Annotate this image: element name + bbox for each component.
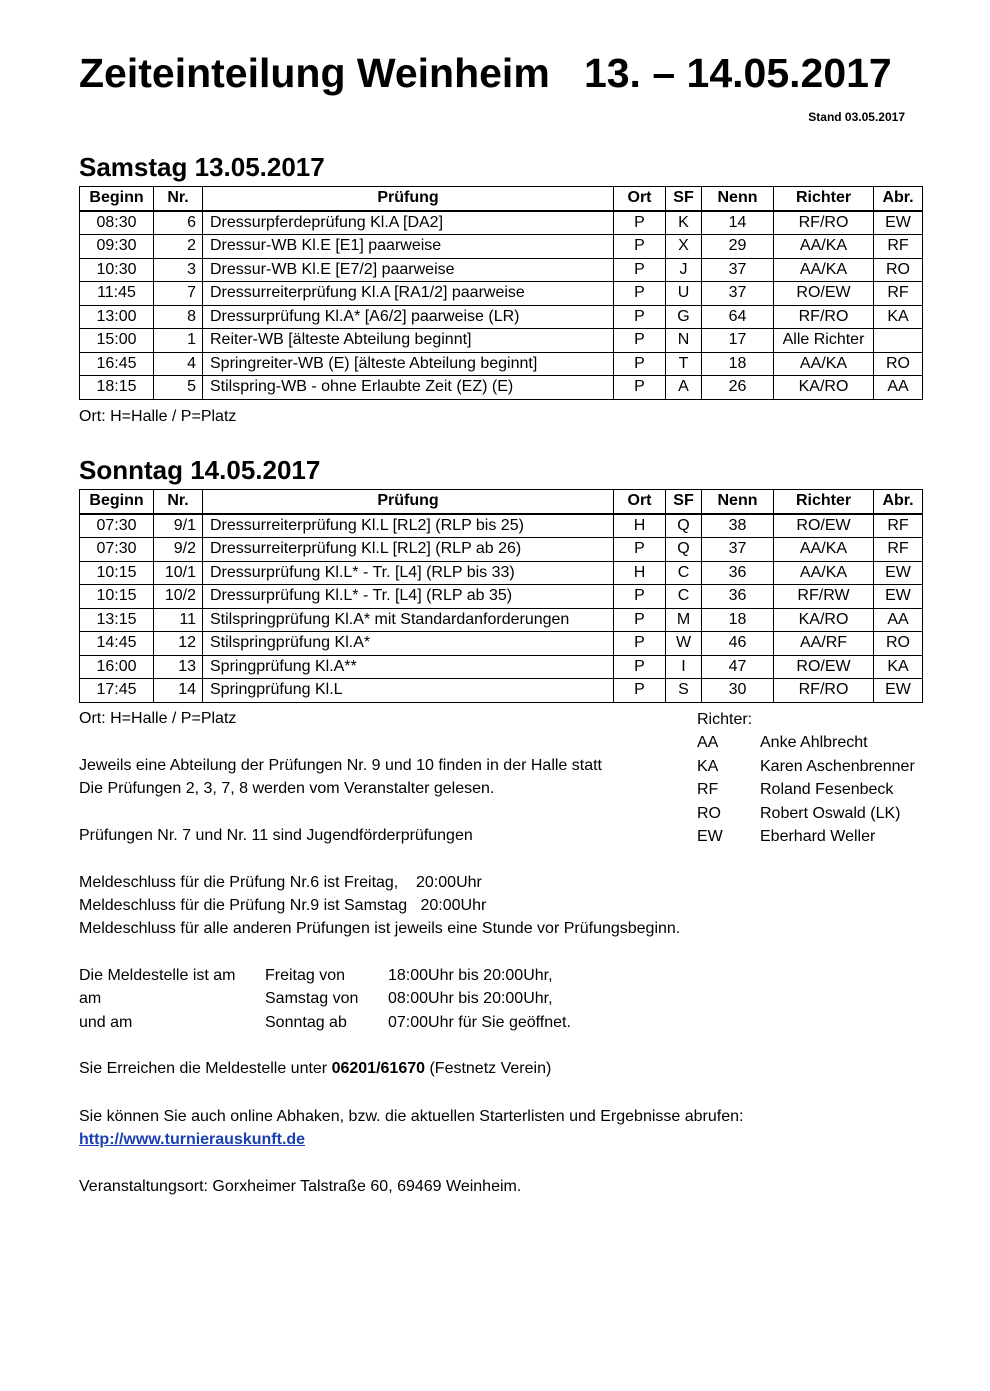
cell-beginn: 07:30 — [80, 538, 154, 562]
cell-abr: RF — [874, 235, 923, 259]
cell-ort: P — [614, 352, 666, 376]
turnierauskunft-link[interactable]: http://www.turnierauskunft.de — [79, 1131, 306, 1148]
cell-beginn: 10:15 — [80, 585, 154, 609]
cell-richter: AA/KA — [774, 352, 874, 376]
cell-pruefung: Springreiter-WB (E) [älteste Abteilung beginnt] — [203, 352, 614, 376]
cell-nenn: 36 — [702, 561, 774, 585]
cell-pruefung: Dressur-WB Kl.E [E1] paarweise — [203, 235, 614, 259]
meldestelle-hours: 18:00Uhr bis 20:00Uhr, — [388, 967, 553, 984]
cell-nr: 10/1 — [154, 561, 203, 585]
cell-sf: W — [666, 632, 702, 656]
cell-richter: KA/RO — [774, 608, 874, 632]
cell-nr: 2 — [154, 235, 203, 259]
cell-richter: RO/EW — [774, 514, 874, 538]
cell-nenn: 38 — [702, 514, 774, 538]
ort-note: Ort: H=Halle / P=Platz — [79, 710, 237, 727]
meldestelle-day: Samstag von — [265, 990, 359, 1007]
meldestelle-row — [79, 967, 553, 985]
meldestelle-hours: 07:00Uhr für Sie geöffnet. — [388, 1014, 571, 1031]
column-header: Prüfung — [203, 187, 614, 211]
cell-ort: H — [614, 561, 666, 585]
table-row — [80, 608, 923, 632]
meldestelle-day-prefix: Die Meldestelle ist am — [79, 967, 236, 984]
column-header: Beginn — [80, 490, 154, 514]
cell-abr: KA — [874, 305, 923, 329]
cell-sf: M — [666, 608, 702, 632]
table-row — [80, 514, 923, 538]
richter-entry — [697, 755, 915, 779]
cell-nenn: 37 — [702, 258, 774, 282]
cell-ort: P — [614, 282, 666, 306]
meldeschluss-line: Meldeschluss für die Prüfung Nr.6 ist Freitag, 20:00Uhr — [79, 874, 482, 891]
cell-abr: RO — [874, 352, 923, 376]
cell-richter: AA/KA — [774, 258, 874, 282]
page-title: Zeiteinteilung Weinheim 13. – 14.05.2017 — [79, 50, 892, 96]
meldestelle-day-prefix: am — [79, 990, 102, 1007]
cell-sf: K — [666, 211, 702, 235]
cell-pruefung: Dressurprüfung Kl.A* [A6/2] paarweise (LR) — [203, 305, 614, 329]
cell-abr — [874, 329, 923, 353]
cell-abr: RF — [874, 282, 923, 306]
column-header: SF — [666, 187, 702, 211]
cell-pruefung: Stilspringprüfung Kl.A* — [203, 632, 614, 656]
meldestelle-day: Freitag von — [265, 967, 346, 984]
contact-line — [79, 1060, 551, 1078]
cell-beginn: 14:45 — [80, 632, 154, 656]
cell-ort: P — [614, 329, 666, 353]
table-row — [80, 376, 923, 400]
cell-beginn: 13:15 — [80, 608, 154, 632]
cell-sf: G — [666, 305, 702, 329]
note-halle: Jeweils eine Abteilung der Prüfungen Nr. 9 und 10 finden in der Halle statt — [79, 757, 602, 774]
ort-note: Ort: H=Halle / P=Platz — [79, 408, 237, 425]
cell-ort: P — [614, 655, 666, 679]
cell-nr: 9/2 — [154, 538, 203, 562]
table-row — [80, 329, 923, 353]
table-row — [80, 235, 923, 259]
cell-pruefung: Dressurprüfung Kl.L* - Tr. [L4] (RLP ab 35) — [203, 585, 614, 609]
cell-richter: Alle Richter — [774, 329, 874, 353]
meldeschluss-line: Meldeschluss für alle anderen Prüfungen ist jeweils eine Stunde vor Prüfungsbeginn. — [79, 920, 681, 937]
richter-abbr: EW — [697, 828, 723, 845]
richter-name: Robert Oswald (LK) — [760, 804, 901, 822]
cell-nr: 14 — [154, 679, 203, 703]
richter-entry — [697, 731, 915, 755]
cell-beginn: 10:30 — [80, 258, 154, 282]
richter-entry — [697, 825, 915, 849]
cell-ort: P — [614, 211, 666, 235]
cell-abr: AA — [874, 376, 923, 400]
table-row — [80, 211, 923, 235]
cell-ort: P — [614, 679, 666, 703]
cell-ort: P — [614, 538, 666, 562]
contact-phone: 06201/61670 — [331, 1060, 426, 1077]
stand-date: Stand 03.05.2017 — [808, 110, 905, 124]
venue: Veranstaltungsort: Gorxheimer Talstraße 60, 69469 Weinheim. — [79, 1178, 522, 1195]
cell-nenn: 18 — [702, 608, 774, 632]
cell-nenn: 36 — [702, 585, 774, 609]
richter-entry — [697, 802, 915, 826]
contact-prefix: Sie Erreichen die Meldestelle unter — [79, 1060, 332, 1077]
column-header: Abr. — [874, 490, 923, 514]
richter-abbr: AA — [697, 734, 719, 751]
cell-nr: 13 — [154, 655, 203, 679]
cell-sf: A — [666, 376, 702, 400]
cell-pruefung: Springprüfung Kl.L — [203, 679, 614, 703]
cell-abr: EW — [874, 561, 923, 585]
column-header: Nenn — [702, 187, 774, 211]
cell-pruefung: Stilspring-WB - ohne Erlaubte Zeit (EZ) (E) — [203, 376, 614, 400]
cell-richter: RO/EW — [774, 655, 874, 679]
cell-richter: AA/KA — [774, 235, 874, 259]
column-header: Nr. — [154, 490, 203, 514]
cell-pruefung: Dressurreiterprüfung Kl.A [RA1/2] paarweise — [203, 282, 614, 306]
cell-nenn: 64 — [702, 305, 774, 329]
cell-beginn: 11:45 — [80, 282, 154, 306]
cell-pruefung: Dressurprüfung Kl.L* - Tr. [L4] (RLP bis 33) — [203, 561, 614, 585]
cell-abr: RF — [874, 538, 923, 562]
richter-abbr: RO — [697, 804, 721, 822]
column-header: Prüfung — [203, 490, 614, 514]
table-header-row — [80, 490, 923, 514]
cell-nenn: 47 — [702, 655, 774, 679]
meldestelle-day-prefix: und am — [79, 1014, 133, 1031]
cell-ort: P — [614, 608, 666, 632]
cell-nr: 7 — [154, 282, 203, 306]
saturday-heading: Samstag 13.05.2017 — [79, 152, 325, 182]
online-text: Sie können Sie auch online Abhaken, bzw. die aktuellen Starterlisten und Ergebnisse abrufen: — [79, 1108, 744, 1125]
table-row — [80, 538, 923, 562]
cell-richter: RF/RO — [774, 211, 874, 235]
column-header: Ort — [614, 490, 666, 514]
cell-richter: RF/RO — [774, 679, 874, 703]
cell-pruefung: Dressurpferdeprüfung Kl.A [DA2] — [203, 211, 614, 235]
cell-ort: P — [614, 632, 666, 656]
sunday-table — [79, 489, 923, 703]
cell-sf: J — [666, 258, 702, 282]
table-row — [80, 561, 923, 585]
cell-pruefung: Dressurreiterprüfung Kl.L [RL2] (RLP ab 26) — [203, 538, 614, 562]
sunday-heading: Sonntag 14.05.2017 — [79, 455, 321, 485]
column-header: Richter — [774, 490, 874, 514]
cell-sf: I — [666, 655, 702, 679]
cell-richter: AA/KA — [774, 538, 874, 562]
column-header: Ort — [614, 187, 666, 211]
cell-abr: KA — [874, 655, 923, 679]
cell-sf: Q — [666, 514, 702, 538]
cell-nenn: 26 — [702, 376, 774, 400]
saturday-table — [79, 186, 923, 400]
cell-beginn: 16:00 — [80, 655, 154, 679]
cell-pruefung: Reiter-WB [älteste Abteilung beginnt] — [203, 329, 614, 353]
cell-richter: KA/RO — [774, 376, 874, 400]
cell-sf: C — [666, 585, 702, 609]
table-row — [80, 632, 923, 656]
cell-ort: P — [614, 376, 666, 400]
cell-abr: EW — [874, 211, 923, 235]
column-header: Abr. — [874, 187, 923, 211]
cell-sf: X — [666, 235, 702, 259]
table-row — [80, 352, 923, 376]
cell-beginn: 10:15 — [80, 561, 154, 585]
meldestelle-row — [79, 1014, 571, 1032]
cell-beginn: 18:15 — [80, 376, 154, 400]
cell-nenn: 46 — [702, 632, 774, 656]
contact-suffix: (Festnetz Verein) — [425, 1060, 552, 1077]
cell-beginn: 07:30 — [80, 514, 154, 538]
cell-abr: RF — [874, 514, 923, 538]
note-jugend: Prüfungen Nr. 7 und Nr. 11 sind Jugendförderprüfungen — [79, 827, 473, 844]
meldestelle-hours: 08:00Uhr bis 20:00Uhr, — [388, 990, 553, 1007]
cell-pruefung: Dressur-WB Kl.E [E7/2] paarweise — [203, 258, 614, 282]
cell-nenn: 30 — [702, 679, 774, 703]
cell-beginn: 16:45 — [80, 352, 154, 376]
cell-beginn: 09:30 — [80, 235, 154, 259]
cell-sf: C — [666, 561, 702, 585]
cell-richter: AA/RF — [774, 632, 874, 656]
richter-name: Anke Ahlbrecht — [760, 734, 868, 751]
richter-name: Eberhard Weller — [760, 828, 876, 845]
cell-ort: P — [614, 258, 666, 282]
table-header-row — [80, 187, 923, 211]
column-header: Nr. — [154, 187, 203, 211]
cell-beginn: 15:00 — [80, 329, 154, 353]
cell-nr: 8 — [154, 305, 203, 329]
cell-nenn: 29 — [702, 235, 774, 259]
cell-abr: AA — [874, 608, 923, 632]
meldestelle-day: Sonntag ab — [265, 1014, 347, 1031]
cell-beginn: 08:30 — [80, 211, 154, 235]
cell-richter: RF/RW — [774, 585, 874, 609]
richter-abbr: KA — [697, 757, 719, 775]
cell-ort: P — [614, 305, 666, 329]
cell-pruefung: Springprüfung Kl.A** — [203, 655, 614, 679]
cell-pruefung: Stilspringprüfung Kl.A* mit Standardanforderungen — [203, 608, 614, 632]
richter-name: Karen Aschenbrenner — [760, 757, 915, 775]
cell-pruefung: Dressurreiterprüfung Kl.L [RL2] (RLP bis 25) — [203, 514, 614, 538]
cell-nr: 11 — [154, 608, 203, 632]
table-row — [80, 305, 923, 329]
table-row — [80, 655, 923, 679]
cell-abr: RO — [874, 632, 923, 656]
note-gelesen: Die Prüfungen 2, 3, 7, 8 werden vom Veranstalter gelesen. — [79, 780, 495, 797]
cell-nr: 6 — [154, 211, 203, 235]
cell-nr: 10/2 — [154, 585, 203, 609]
cell-nr: 5 — [154, 376, 203, 400]
online-link-line — [79, 1131, 305, 1149]
richter-entry — [697, 778, 915, 802]
cell-beginn: 17:45 — [80, 679, 154, 703]
cell-ort: P — [614, 235, 666, 259]
cell-nenn: 37 — [702, 538, 774, 562]
column-header: SF — [666, 490, 702, 514]
column-header: Nenn — [702, 490, 774, 514]
cell-nenn: 17 — [702, 329, 774, 353]
cell-sf: S — [666, 679, 702, 703]
cell-nenn: 18 — [702, 352, 774, 376]
richter-name: Roland Fesenbeck — [760, 781, 894, 798]
cell-richter: AA/KA — [774, 561, 874, 585]
cell-richter: RO/EW — [774, 282, 874, 306]
cell-sf: Q — [666, 538, 702, 562]
table-row — [80, 258, 923, 282]
cell-richter: RF/RO — [774, 305, 874, 329]
column-header: Beginn — [80, 187, 154, 211]
cell-abr: EW — [874, 585, 923, 609]
richter-abbr: RF — [697, 781, 719, 798]
column-header: Richter — [774, 187, 874, 211]
cell-beginn: 13:00 — [80, 305, 154, 329]
richter-legend-title: Richter: — [697, 711, 753, 728]
cell-ort: P — [614, 585, 666, 609]
richter-legend — [697, 708, 915, 849]
table-row — [80, 679, 923, 703]
cell-nr: 9/1 — [154, 514, 203, 538]
cell-abr: RO — [874, 258, 923, 282]
meldeschluss-line: Meldeschluss für die Prüfung Nr.9 ist Samstag 20:00Uhr — [79, 897, 487, 914]
table-row — [80, 282, 923, 306]
cell-nr: 1 — [154, 329, 203, 353]
cell-ort: H — [614, 514, 666, 538]
cell-nenn: 14 — [702, 211, 774, 235]
cell-abr: EW — [874, 679, 923, 703]
cell-nenn: 37 — [702, 282, 774, 306]
table-row — [80, 585, 923, 609]
meldestelle-row — [79, 990, 553, 1008]
cell-nr: 4 — [154, 352, 203, 376]
cell-sf: U — [666, 282, 702, 306]
cell-nr: 3 — [154, 258, 203, 282]
cell-sf: N — [666, 329, 702, 353]
cell-nr: 12 — [154, 632, 203, 656]
cell-sf: T — [666, 352, 702, 376]
